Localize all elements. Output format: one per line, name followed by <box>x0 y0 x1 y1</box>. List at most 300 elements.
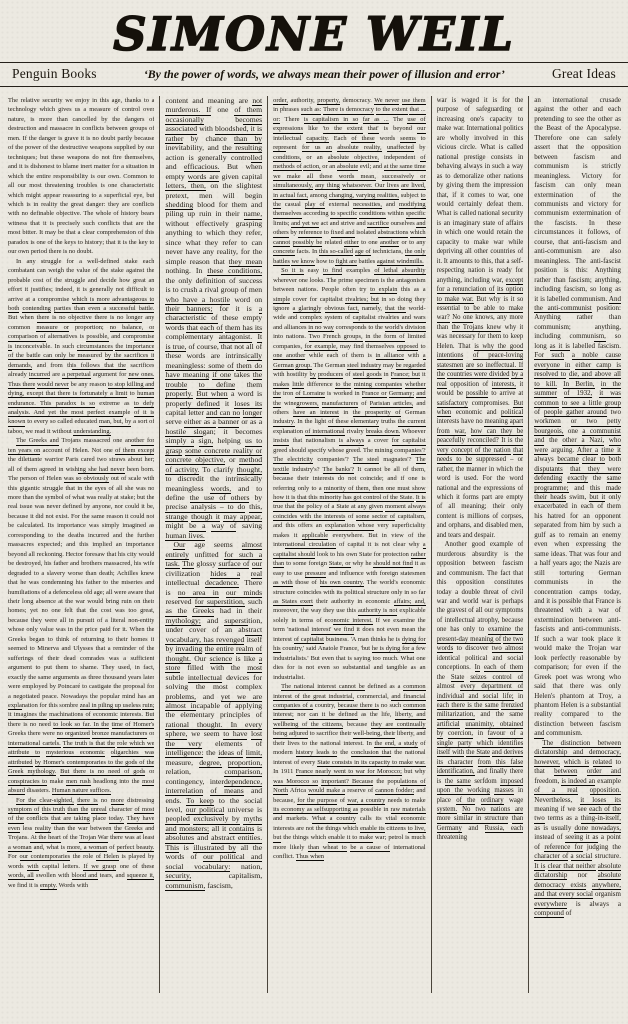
underlined-phrase: In <box>474 664 481 672</box>
underlined-phrase: monsters; <box>179 823 210 833</box>
body-text: But when <box>8 314 37 322</box>
underlined-phrase: possibly be <box>292 238 323 246</box>
underlined-phrase: themselves <box>273 210 302 218</box>
underlined-phrase: thought. <box>165 653 191 663</box>
body-text: place <box>89 815 109 823</box>
body-text: their authority in economic <box>312 598 394 606</box>
body-text: and <box>568 483 591 492</box>
underlined-phrase: com <box>224 767 238 777</box>
underlined-phrase: was Morocco so <box>273 777 319 785</box>
body-text: defined as a <box>364 683 404 691</box>
body-text: to discredit the intrinsically meaningless <box>165 474 263 493</box>
underlined-phrase: If we grasp <box>83 862 117 870</box>
body-text: it would be <box>436 380 524 398</box>
underlined-phrase: to the <box>273 191 426 208</box>
body-text: Whoever <box>400 427 426 435</box>
underlined-phrase: of these elementary <box>328 418 380 426</box>
underlined-phrase: workmen <box>534 417 561 426</box>
underlined-phrase: invading <box>175 644 203 654</box>
underlined-phrase: France; but <box>390 371 421 379</box>
body-text: and from th <box>32 361 73 369</box>
underlined-phrase: nomic interest. <box>333 616 373 624</box>
body-text: inevitability, and <box>165 143 223 153</box>
body-text: and finally there is <box>436 768 524 785</box>
body-text: international conflict. <box>273 843 426 861</box>
underlined-phrase: conclusion that <box>351 749 392 757</box>
body-text: the things which <box>281 834 329 842</box>
underlined-phrase: Our <box>173 540 186 550</box>
underlined-phrase: it loses its <box>580 795 621 804</box>
body-text: among <box>308 191 330 199</box>
underlined-phrase: complex <box>299 314 322 322</box>
underlined-phrase: of methods of <box>273 153 426 171</box>
underlined-phrase: industry. <box>273 418 296 426</box>
underlined-phrase: everywhere <box>534 899 567 908</box>
underlined-phrase: our polit <box>203 852 234 862</box>
underlined-phrase: France or <box>361 390 387 398</box>
body-text: there was at least <box>108 834 155 842</box>
body-text: commercial, <box>354 692 392 700</box>
underlined-phrase: measure or <box>36 323 69 331</box>
underlined-phrase: these conditions, <box>207 266 263 276</box>
underlined-phrase: this truth <box>41 805 66 813</box>
body-text: why it was necessary for them to keep Helen. That <box>436 323 524 350</box>
body-text: Our <box>190 653 210 663</box>
underlined-phrase: than wheat to <box>308 843 347 851</box>
body-text: or an <box>301 153 328 161</box>
body-text: wherever one looks. The prime specimen is the antagonism between nations. People often try <box>273 276 426 294</box>
body-text: instead of <box>534 833 566 842</box>
paragraph <box>437 540 524 843</box>
underlined-phrase: security, <box>165 871 192 881</box>
underlined-phrase: they are continually <box>370 720 426 728</box>
underlined-phrase: important? Because <box>321 777 374 785</box>
underlined-phrase: for capitalist <box>391 437 426 445</box>
body-text: blood for them and piling up ruin in their <box>165 199 263 219</box>
body-text: the <box>203 748 219 758</box>
underlined-phrase: war, a country <box>347 796 386 804</box>
underlined-phrase: almost <box>241 540 263 550</box>
body-text: it <box>219 398 235 408</box>
body-text: out of scale with this gigantic struggle that in the eyes of all she was no more than the symbol of what was really at stake; but the real issue was never defined by anyone, nor could it be, because it did not exist. For the same reason it could not be calculated. Its importance was simply imagined as corresponding to the deaths incurred and the further massacres expected; and this implied an importance beyond all reckoning. Hector foresaw that his city would be destroyed, his father and brothers massacred, his wife degraded to a slavery worse than death; Achilles knew that he was condemning his father to the miseries and humiliations of a defenceless old age; all were aware that their long absence at the war would bring ruin on their homes; yet no one felt that the cost was too great, because they were all in pursuit of a literal non-entity whose only value was in the price paid for it. When the Greeks began to think of returning to their homes it seemed to Minerva and Ulysses that a reminder of the sufferings of their dead comrades was a sufficient argument to put them to shame. They used, in fact, exactly the same arguments as three thousand years later were employed by Poincaré to castigate the proposal for a negotiated peace. Nowadays the popular mind has an <box>8 475 155 700</box>
body-text: capable of applying the elementary principles of <box>165 701 263 720</box>
underlined-phrase: yet we are almost in <box>165 691 263 710</box>
underlined-phrase: the current <box>397 418 426 426</box>
body-text: communism. <box>544 729 583 738</box>
body-text: one <box>211 105 235 115</box>
body-text: The German <box>311 361 348 369</box>
body-text: everywhere. But in view of the inter <box>273 531 426 549</box>
body-text: and others <box>273 399 426 416</box>
body-text: casual <box>280 200 305 208</box>
underlined-phrase: perstition, <box>213 597 245 607</box>
body-text: In the light <box>295 418 329 426</box>
underlined-phrase: ical and social vocabulary: <box>165 852 263 871</box>
underlined-phrase: for the purpose <box>297 796 338 804</box>
body-text: industry's? <box>289 465 323 473</box>
underlined-phrase: banner <box>218 417 240 427</box>
underlined-phrase: absolute objective, <box>327 153 380 161</box>
underlined-phrase: some concrete reality or <box>185 445 263 455</box>
underlined-phrase: as it is <box>549 341 570 350</box>
underlined-phrase: by the sacrifices it demands, <box>8 352 155 369</box>
body-text: disasters. <box>25 787 52 795</box>
underlined-phrase: contains <box>228 823 255 833</box>
body-text: itself by <box>165 634 263 654</box>
underlined-phrase: and yet we <box>291 219 319 227</box>
body-text: according <box>301 210 331 218</box>
body-text <box>561 417 571 425</box>
body-text: war; petrol is much more likely <box>273 834 426 851</box>
underlined-phrase: to the <box>335 380 352 388</box>
underlined-phrase: expla <box>8 702 22 709</box>
underlined-phrase: contending <box>22 304 51 312</box>
underlined-phrase: the two words <box>436 635 524 653</box>
body-text: might <box>165 521 190 531</box>
body-text: by <box>413 144 426 152</box>
underlined-phrase: interest' we find <box>311 626 354 634</box>
body-text: is like <box>232 653 259 663</box>
body-text: it does not even mean the interest <box>273 626 426 643</box>
underlined-phrase: exactly <box>567 474 588 483</box>
underlined-phrase: we know <box>291 257 315 265</box>
underlined-phrase: two almost <box>491 645 524 653</box>
paragraph <box>273 96 425 266</box>
underlined-phrase: are lived, in actual fact, <box>273 182 426 199</box>
underlined-phrase: to find <box>322 267 343 275</box>
paragraph <box>8 257 154 437</box>
underlined-phrase: words, all <box>8 872 34 880</box>
underlined-phrase: ordinary <box>480 796 504 804</box>
body-text: to discover <box>453 645 492 653</box>
body-text: explicable solely in terms of eco <box>273 607 426 624</box>
underlined-phrase: is why the good intentions <box>436 342 524 360</box>
underlined-phrase: our contemporaries <box>19 853 71 861</box>
underlined-phrase: the only battles <box>273 248 426 265</box>
body-text: on the slightest pretext, men will begin <box>165 181 263 200</box>
body-text: labelled fascism. <box>569 341 621 350</box>
underlined-phrase: and derives its character <box>436 749 524 766</box>
body-text: glossy <box>194 559 219 569</box>
body-text: the <box>337 749 352 757</box>
underlined-phrase: his own country. <box>319 579 365 587</box>
body-text: world-wide and <box>273 304 426 322</box>
body-text: these empty words <box>165 313 263 332</box>
body-text <box>557 389 564 397</box>
body-text <box>475 797 480 804</box>
underlined-phrase: bloodshed, it is rather <box>165 124 263 143</box>
body-text: and ends. <box>165 786 263 805</box>
underlined-phrase: oligarchies was attributed <box>8 749 155 766</box>
body-text: without effectively grasping anything to which they refer, since what they refer to can never have any reality, for the simple reason that <box>165 218 263 266</box>
underlined-phrase: conditions, <box>273 153 302 161</box>
underlined-phrase: that' <box>367 125 379 133</box>
body-text <box>466 428 471 435</box>
underlined-phrase: simple <box>273 295 291 303</box>
underlined-phrase: of it is known <box>8 408 155 426</box>
underlined-phrase: there is no objective there is no longer <box>36 314 143 322</box>
underlined-phrase: satisfactory <box>436 399 468 407</box>
body-text: wine <box>280 399 297 407</box>
underlined-phrase: masses <box>494 787 514 795</box>
body-text: authority, <box>287 97 318 104</box>
paragraph <box>165 540 262 890</box>
underlined-phrase: of these <box>351 134 375 142</box>
underlined-phrase: clear to <box>582 455 605 464</box>
underlined-phrase: Trojan War <box>79 834 109 842</box>
underlined-phrase: mythology; <box>165 615 201 625</box>
underlined-phrase: lled <box>250 152 263 162</box>
underlined-phrase: age of <box>354 248 371 256</box>
body-text: of capital it is not clear why <box>335 541 423 549</box>
underlined-phrase: of them occasionally <box>165 105 263 124</box>
underlined-phrase: erly defined <box>179 398 220 408</box>
underlined-phrase: other a Nazi, <box>562 436 605 445</box>
body-text: for it is <box>212 303 259 313</box>
body-text: organism <box>592 890 621 899</box>
body-text: is <box>254 823 263 833</box>
underlined-phrase: understanding. <box>73 427 112 435</box>
underlined-phrase: some sector of <box>355 512 396 520</box>
underlined-phrase: hides a <box>210 568 241 578</box>
subhead-row <box>0 63 628 84</box>
underlined-phrase: manufacturers <box>321 399 359 407</box>
body-text: to arrive at <box>488 390 524 398</box>
body-text: arguing. <box>547 445 578 454</box>
underlined-phrase: of means <box>210 786 244 796</box>
body-text: are <box>50 371 63 379</box>
underlined-phrase: a store <box>165 653 263 673</box>
underlined-phrase: as the <box>165 606 187 616</box>
body-text: and markets. <box>273 815 312 823</box>
underlined-phrase: stract vocabulary, has re <box>165 625 263 644</box>
underlined-phrase: Thus when <box>295 853 324 861</box>
body-text: or <box>225 455 240 465</box>
underlined-phrase: world's division <box>384 323 426 331</box>
underlined-phrase: changing, vary <box>329 191 368 199</box>
underlined-phrase: fight are <box>335 257 357 265</box>
body-text: example <box>595 776 621 785</box>
underlined-phrase: man, but, by <box>99 418 132 426</box>
body-text: corresponds to the <box>333 323 385 331</box>
body-text: facts. In <box>294 248 320 256</box>
body-text: but why <box>401 768 426 776</box>
underlined-phrase: for us an <box>301 144 332 152</box>
underlined-phrase: anywhere, <box>592 880 621 889</box>
underlined-phrase: litical <box>206 804 225 814</box>
body-text: Words with <box>57 881 89 889</box>
underlined-phrase: way of <box>211 521 237 531</box>
underlined-phrase: dependence, <box>223 776 263 786</box>
underlined-phrase: myths and <box>165 814 263 833</box>
underlined-phrase: blood and <box>71 872 98 880</box>
underlined-phrase: human lives. <box>165 530 205 540</box>
body-text: make <box>47 777 67 785</box>
body-text: independent <box>379 153 421 161</box>
body-text: and com <box>108 333 134 341</box>
body-text: serfdom <box>470 777 501 785</box>
underlined-phrase: if one <box>212 370 232 380</box>
underlined-phrase: mysterious economic <box>46 749 105 757</box>
underlined-phrase: The national interest cannot be <box>281 683 365 691</box>
body-text: interests have no <box>436 418 485 426</box>
body-text: to <box>418 342 426 350</box>
underlined-phrase: human endurance. This paradox is so <box>8 390 155 407</box>
underlined-phrase: die, and above all to kill. <box>534 370 621 388</box>
underlined-phrase: concrete objective, <box>165 455 226 465</box>
underlined-phrase: There is democracy <box>323 106 374 114</box>
body-text: so long <box>534 332 621 350</box>
underlined-phrase: sacrifice <box>367 219 389 227</box>
body-text: headlong into the <box>90 777 143 785</box>
underlined-phrase: degree, <box>199 757 222 767</box>
body-text: evil; and <box>358 163 384 171</box>
underlined-phrase: Greek mythology. <box>8 768 57 776</box>
underlined-phrase: use them <box>401 97 426 104</box>
underlined-phrase: moment always coincides with the interests <box>273 503 426 520</box>
body-text: relation, <box>165 767 225 777</box>
underlined-phrase: abstract en <box>211 833 246 843</box>
underlined-phrase: a perpetual <box>62 371 91 379</box>
underlined-phrase: For such <box>534 351 565 360</box>
underlined-phrase: than Germany <box>436 815 524 832</box>
underlined-phrase: reference <box>298 229 323 237</box>
underlined-phrase: Two French groups, <box>308 333 363 341</box>
underlined-phrase: Human nature suffices. <box>51 787 112 795</box>
underlined-phrase: absolute <box>597 861 621 870</box>
body-text: difference <box>304 380 336 388</box>
underlined-phrase: words are <box>187 171 219 181</box>
underlined-phrase: is in <box>561 776 574 785</box>
body-text <box>463 352 473 359</box>
body-text: Greeks there were <box>8 730 57 738</box>
body-text: given capital <box>218 171 263 181</box>
underlined-phrase: to specific <box>330 210 358 218</box>
underlined-phrase: every department of indi <box>436 683 524 700</box>
underlined-phrase: necessities, <box>353 200 383 208</box>
underlined-phrase: The textile <box>273 456 426 473</box>
underlined-phrase: their banners; <box>165 303 213 313</box>
body-text: subject <box>398 191 421 199</box>
underlined-phrase: to live, but <box>273 824 426 842</box>
underlined-phrase: role which we attribute to <box>8 739 155 757</box>
underlined-phrase: democracy exists <box>534 880 587 889</box>
underlined-phrase: to explain <box>370 286 398 294</box>
paragraph <box>8 796 154 891</box>
underlined-phrase: unreal <box>90 805 107 813</box>
underlined-phrase: modifying <box>398 200 426 208</box>
body-text: proportion; <box>68 323 110 331</box>
body-text: limited companies, <box>273 333 426 350</box>
underlined-phrase: them do have meaning <box>165 360 263 380</box>
underlined-phrase: the entire <box>204 644 234 654</box>
underlined-phrase: parison, <box>237 767 263 777</box>
body-text: of course, that not all of these words are intrinsi <box>165 341 263 361</box>
underlined-phrase: new ones. Thus there <box>8 371 155 388</box>
body-text: to <box>415 134 426 142</box>
underlined-phrase: common interest of the great industrial, <box>273 683 426 700</box>
underlined-phrase: dying, except that there is fortunately a limit <box>8 390 128 398</box>
underlined-phrase: the prosperity of <box>352 408 401 416</box>
body-text: examples <box>342 267 375 275</box>
body-text: a sort of taboo, we read it without <box>8 418 155 435</box>
underlined-phrase: seizes control of <box>470 673 524 681</box>
underlined-phrase: meaning apart from war, <box>436 418 524 435</box>
body-text: external <box>324 200 354 208</box>
epigraph-quote: ‘By the power of words, we always mean their power of illusion and error’ <box>143 67 505 81</box>
underlined-phrase: their heads <box>534 493 567 502</box>
underlined-phrase: history leads to <box>295 749 338 757</box>
body-text: with hostility <box>273 371 310 379</box>
underlined-phrase: Russia, each <box>484 824 524 832</box>
underlined-phrase: and <box>534 729 545 738</box>
underlined-phrase: deca <box>205 578 220 588</box>
underlined-phrase: rivalries; but <box>345 295 379 303</box>
body-text: a cover <box>364 437 392 445</box>
body-text: account of Helen. Not one <box>40 446 116 454</box>
body-text: greed should specify whose greed. The mining compa <box>273 446 412 454</box>
underlined-phrase: efficacious. <box>184 162 220 172</box>
underlined-phrase: most <box>247 663 263 673</box>
underlined-phrase: for su <box>194 597 214 607</box>
paragraph <box>437 96 524 540</box>
body-text <box>563 465 570 473</box>
body-text: compromises. <box>467 399 514 407</box>
underlined-phrase: of the <box>456 796 476 804</box>
underlined-phrase: authority is not <box>357 607 398 615</box>
underlined-phrase: to the extent <box>375 106 408 114</box>
underlined-phrase: in the form of <box>365 333 405 341</box>
body-text: the popu <box>373 777 401 785</box>
underlined-phrase: simultaneously, <box>273 182 314 190</box>
body-text: with <box>197 124 215 134</box>
body-text: a point of <box>534 833 621 851</box>
underlined-phrase: as with <box>273 579 293 587</box>
body-text: because <box>343 720 371 728</box>
underlined-phrase: that the <box>385 304 406 312</box>
body-text <box>240 569 250 578</box>
underlined-phrase: its economy as self <box>273 805 324 813</box>
underlined-phrase: reference for <box>544 842 583 851</box>
underlined-phrase: favour of a <box>487 730 524 738</box>
underlined-phrase: nies'? <box>411 446 426 454</box>
body-text: nothing. In <box>165 266 208 276</box>
body-text: complementary <box>165 332 219 342</box>
body-text: structure. <box>592 852 621 861</box>
underlined-phrase: absolutes <box>165 833 195 843</box>
body-text: and, what is <box>31 843 67 851</box>
underlined-phrase: steel industry <box>347 361 382 369</box>
underlined-phrase: And the anti-communist <box>534 294 621 312</box>
underlined-phrase: them has its <box>224 322 263 332</box>
body-text: and alliances <box>273 323 309 331</box>
body-text: two <box>606 407 621 416</box>
body-text: civilization <box>165 568 211 578</box>
underlined-phrase: applicable <box>301 531 329 539</box>
underlined-phrase: of international <box>305 427 345 435</box>
underlined-phrase: a commu <box>582 426 611 435</box>
underlined-phrase: with <box>27 862 39 870</box>
text-column-3 <box>273 96 425 1002</box>
body-text: act and strive and <box>318 219 368 227</box>
underlined-phrase: than by <box>234 133 263 143</box>
body-text: position: Anything rather than communism; anything, including commun <box>534 303 621 341</box>
underlined-phrase: mining companies <box>353 380 403 388</box>
body-text: one <box>563 426 583 435</box>
underlined-phrase: They have even <box>8 815 155 832</box>
underlined-phrase: men rush <box>66 777 91 785</box>
body-text: word on <box>230 294 263 304</box>
